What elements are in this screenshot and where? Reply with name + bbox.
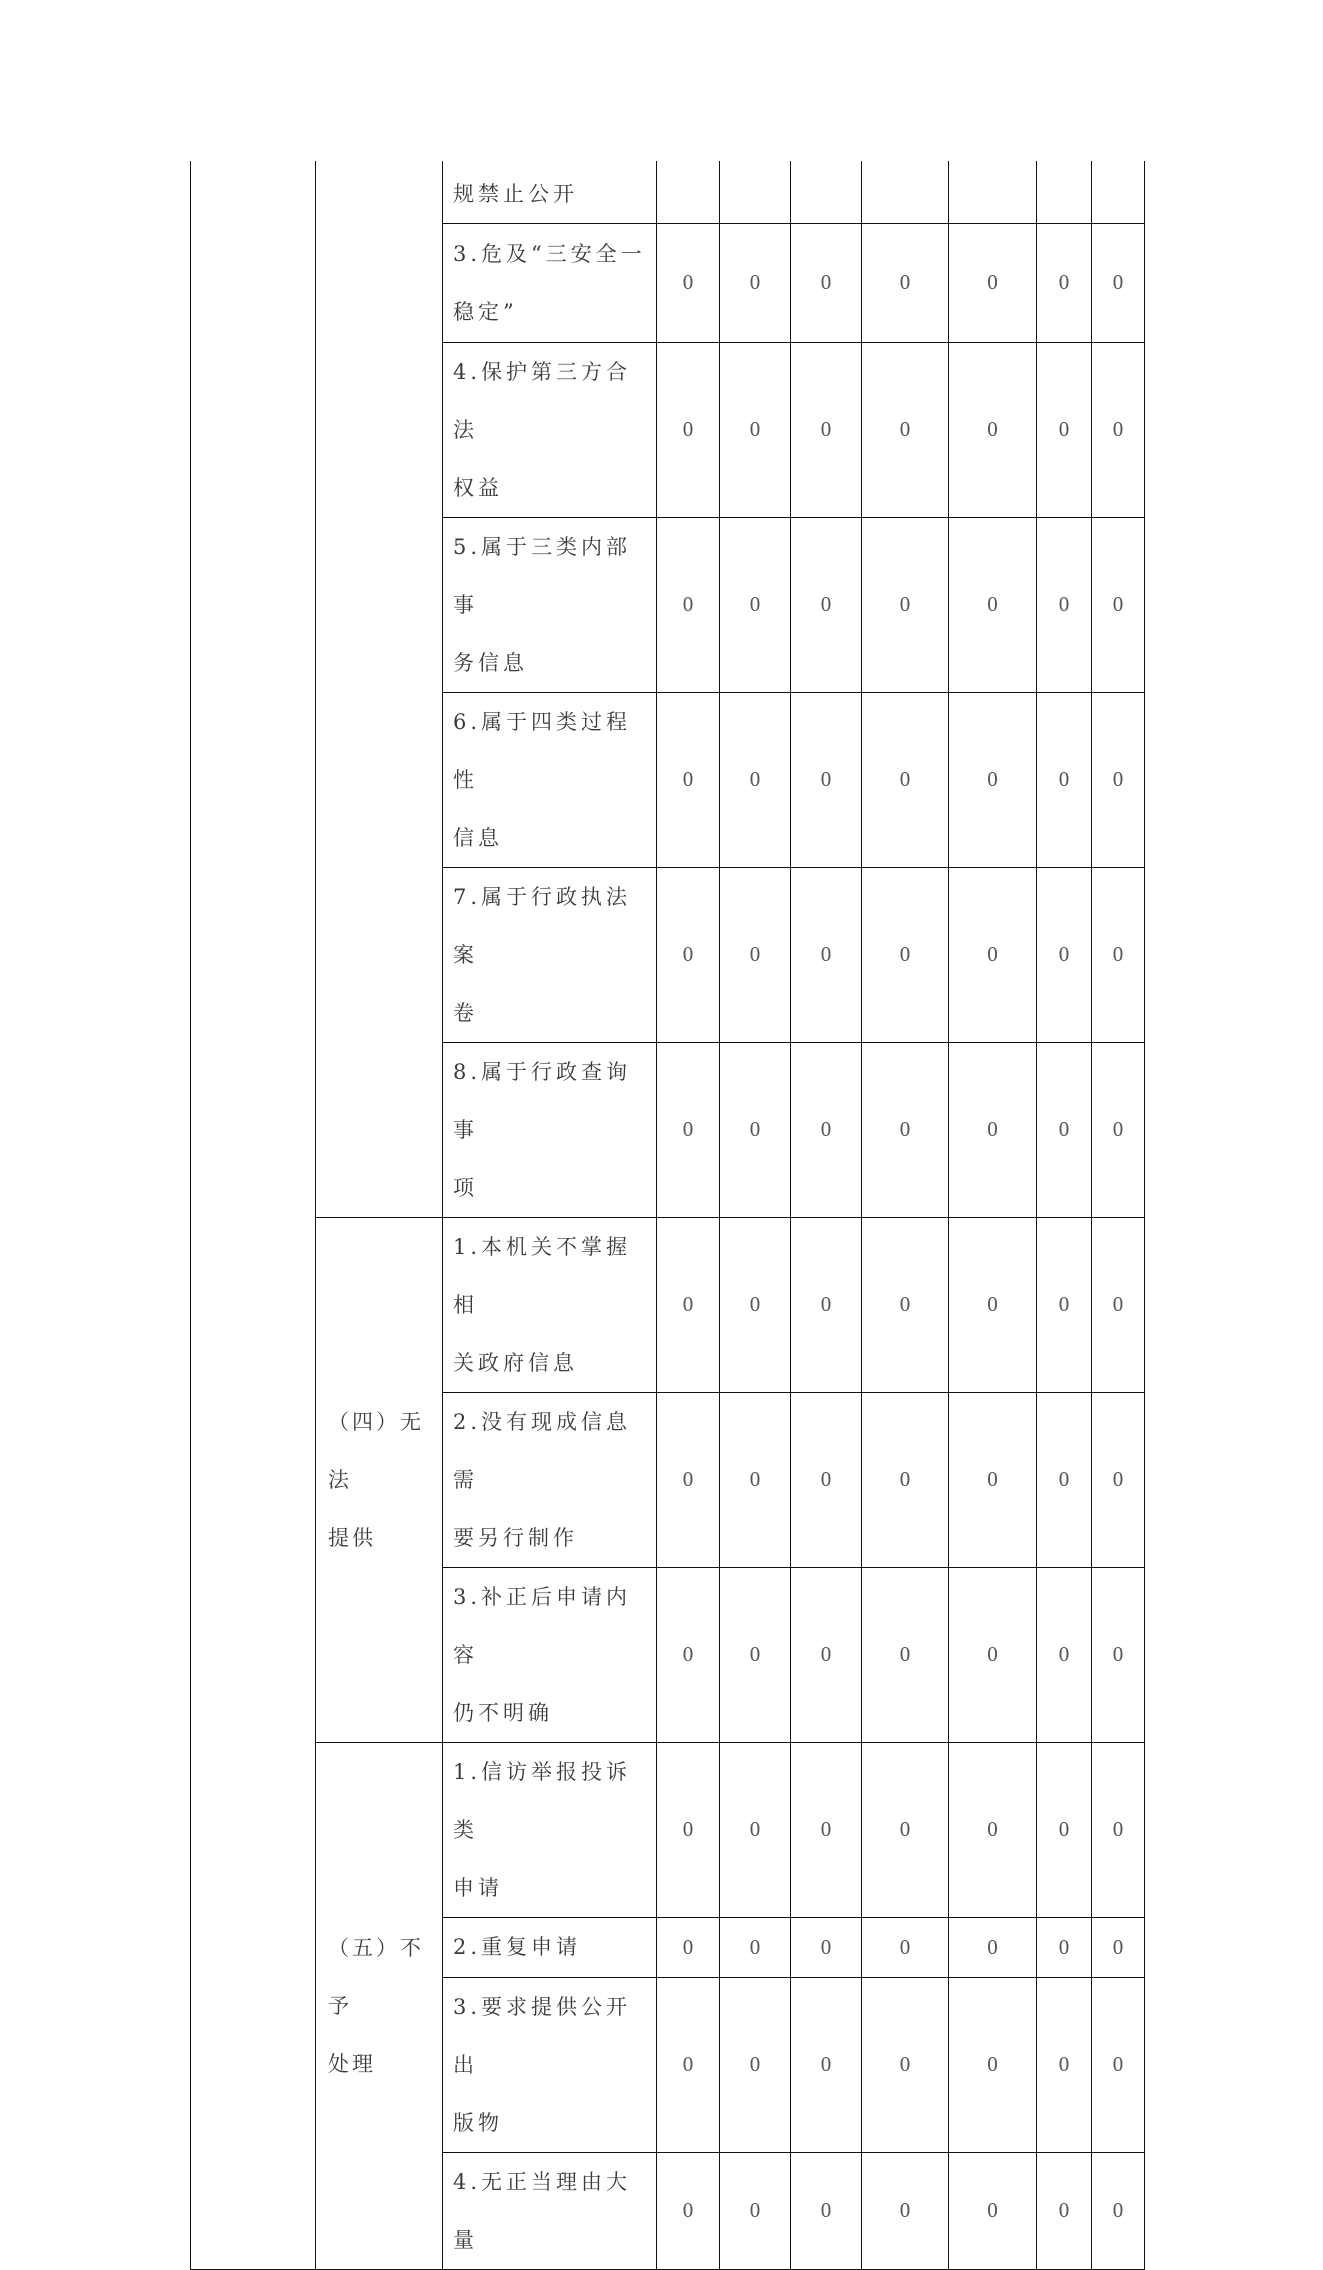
reason-cell (443, 1392, 657, 1567)
reason-cell (443, 1567, 657, 1742)
count-cell: 0 (1092, 342, 1145, 517)
count-cell: 0 (1092, 692, 1145, 867)
count-cell: 0 (720, 1392, 791, 1567)
reason-cell (443, 1742, 657, 1917)
reason-cell (443, 867, 657, 1042)
count-cell (1037, 161, 1092, 223)
count-cell: 0 (1092, 1917, 1145, 1977)
count-cell: 0 (1092, 1567, 1145, 1742)
count-cell: 0 (720, 1917, 791, 1977)
count-cell: 0 (791, 1977, 862, 2152)
reason-text-line: 要另行制作 (453, 1525, 578, 1550)
reason-text-line: 4.无正当理由大量 (453, 2169, 632, 2252)
reason-cell (443, 342, 657, 517)
count-cell: 0 (862, 692, 949, 867)
outer-category-cell (191, 161, 316, 2269)
count-cell: 0 (657, 692, 720, 867)
count-cell (720, 161, 791, 223)
reason-text-line: 仍不明确 (453, 1700, 553, 1725)
count-cell: 0 (862, 517, 949, 692)
count-cell (1092, 161, 1145, 223)
reason-cell (443, 517, 657, 692)
reason-cell (443, 1042, 657, 1217)
count-cell: 0 (1037, 1567, 1092, 1742)
count-cell: 0 (949, 517, 1037, 692)
count-cell: 0 (791, 1742, 862, 1917)
count-cell: 0 (657, 1217, 720, 1392)
reason-cell (443, 692, 657, 867)
count-cell: 0 (1092, 517, 1145, 692)
reason-text-line: 3.补正后申请内容 (453, 1584, 632, 1667)
count-cell: 0 (720, 867, 791, 1042)
count-cell: 0 (657, 2152, 720, 2269)
count-cell: 0 (791, 867, 862, 1042)
count-cell: 0 (949, 1917, 1037, 1977)
count-cell: 0 (657, 1977, 720, 2152)
count-cell: 0 (720, 1977, 791, 2152)
reason-text-line: 规禁止公开 (453, 181, 578, 206)
group-label-line: 处理 (328, 2051, 376, 2076)
count-cell: 0 (1037, 692, 1092, 867)
group-cell-continued (316, 161, 443, 1217)
count-cell: 0 (862, 342, 949, 517)
count-cell: 0 (1092, 1977, 1145, 2152)
reason-cell (443, 2152, 657, 2269)
count-cell: 0 (1037, 867, 1092, 1042)
count-cell: 0 (949, 223, 1037, 342)
count-cell: 0 (1092, 1742, 1145, 1917)
reason-text-line: 1.信访举报投诉类 (453, 1759, 632, 1842)
count-cell: 0 (862, 2152, 949, 2269)
count-cell (862, 161, 949, 223)
count-cell: 0 (949, 1217, 1037, 1392)
count-cell: 0 (720, 1217, 791, 1392)
reason-cell (443, 161, 657, 223)
table-row (191, 1742, 1145, 1917)
count-cell: 0 (657, 223, 720, 342)
count-cell: 0 (1037, 1742, 1092, 1917)
reason-text-line: 4.保护第三方合法 (453, 359, 632, 442)
count-cell: 0 (791, 517, 862, 692)
reason-cell (443, 1917, 657, 1977)
count-cell: 0 (862, 1917, 949, 1977)
count-cell: 0 (949, 867, 1037, 1042)
reason-text-line: 2.没有现成信息需 (453, 1409, 632, 1492)
count-cell: 0 (1037, 1917, 1092, 1977)
count-cell: 0 (949, 1977, 1037, 2152)
reason-cell (443, 1977, 657, 2152)
count-cell: 0 (657, 1917, 720, 1977)
count-cell: 0 (862, 223, 949, 342)
count-cell: 0 (791, 2152, 862, 2269)
count-cell: 0 (949, 1392, 1037, 1567)
group-label-line: （五）不予 (328, 1935, 424, 2018)
reason-text-line: 6.属于四类过程性 (453, 709, 632, 792)
count-cell: 0 (657, 867, 720, 1042)
count-cell: 0 (1092, 223, 1145, 342)
table-row (191, 1217, 1145, 1392)
reason-text-line: 卷 (453, 1000, 478, 1025)
count-cell: 0 (657, 1742, 720, 1917)
count-cell: 0 (791, 1042, 862, 1217)
count-cell: 0 (720, 2152, 791, 2269)
count-cell: 0 (720, 517, 791, 692)
reason-cell (443, 1217, 657, 1392)
count-cell: 0 (657, 342, 720, 517)
count-cell: 0 (791, 342, 862, 517)
count-cell: 0 (862, 1977, 949, 2152)
reason-cell (443, 223, 657, 342)
reason-text-line: 申请 (453, 1875, 503, 1900)
count-cell: 0 (720, 1742, 791, 1917)
count-cell: 0 (1092, 1042, 1145, 1217)
count-cell: 0 (949, 1567, 1037, 1742)
count-cell: 0 (1037, 342, 1092, 517)
count-cell: 0 (1037, 517, 1092, 692)
reason-text-line: 关政府信息 (453, 1350, 578, 1375)
count-cell: 0 (862, 867, 949, 1042)
count-cell (949, 161, 1037, 223)
reason-text-line: 版物 (453, 2110, 503, 2135)
group-label-line: 提供 (328, 1525, 376, 1550)
reason-text-line: 务信息 (453, 650, 528, 675)
count-cell: 0 (862, 1042, 949, 1217)
count-cell: 0 (720, 1042, 791, 1217)
reason-text-line: 稳定” (453, 299, 518, 324)
count-cell: 0 (791, 223, 862, 342)
count-cell: 0 (1092, 867, 1145, 1042)
count-cell: 0 (720, 1567, 791, 1742)
count-cell: 0 (720, 692, 791, 867)
count-cell: 0 (949, 1042, 1037, 1217)
reason-text-line: 1.本机关不掌握相 (453, 1234, 632, 1317)
reason-text-line: 项 (453, 1175, 478, 1200)
count-cell: 0 (949, 342, 1037, 517)
count-cell: 0 (657, 1567, 720, 1742)
table-row (191, 161, 1145, 223)
count-cell: 0 (949, 692, 1037, 867)
count-cell: 0 (1037, 1977, 1092, 2152)
reason-text-line: 3.危及“三安全一 (453, 241, 646, 266)
count-cell (657, 161, 720, 223)
count-cell: 0 (1037, 1217, 1092, 1392)
count-cell: 0 (791, 1917, 862, 1977)
group-not-process-cell (316, 1742, 443, 2269)
count-cell: 0 (862, 1217, 949, 1392)
count-cell: 0 (657, 1392, 720, 1567)
count-cell (791, 161, 862, 223)
disclosure-stats-table (190, 161, 1145, 2270)
count-cell: 0 (791, 1392, 862, 1567)
count-cell: 0 (1037, 2152, 1092, 2269)
count-cell: 0 (949, 1742, 1037, 1917)
count-cell: 0 (1092, 1217, 1145, 1392)
count-cell: 0 (657, 517, 720, 692)
count-cell: 0 (791, 1567, 862, 1742)
count-cell: 0 (862, 1392, 949, 1567)
reason-text-line: 5.属于三类内部事 (453, 534, 632, 617)
count-cell: 0 (1037, 223, 1092, 342)
reason-text-line: 7.属于行政执法案 (453, 884, 632, 967)
reason-text-line: 2.重复申请 (453, 1935, 582, 1959)
count-cell: 0 (862, 1742, 949, 1917)
group-label-line: （四）无法 (328, 1409, 424, 1492)
reason-text-line: 信息 (453, 825, 503, 850)
reason-text-line: 权益 (453, 475, 503, 500)
count-cell: 0 (720, 342, 791, 517)
count-cell: 0 (657, 1042, 720, 1217)
count-cell: 0 (1037, 1392, 1092, 1567)
count-cell: 0 (720, 223, 791, 342)
count-cell: 0 (1092, 1392, 1145, 1567)
count-cell: 0 (1037, 1042, 1092, 1217)
group-cannot-provide-cell (316, 1217, 443, 1742)
reason-text-line: 8.属于行政查询事 (453, 1059, 632, 1142)
count-cell: 0 (1092, 2152, 1145, 2269)
count-cell: 0 (791, 1217, 862, 1392)
reason-text-line: 3.要求提供公开出 (453, 1994, 632, 2077)
count-cell: 0 (791, 692, 862, 867)
count-cell: 0 (949, 2152, 1037, 2269)
count-cell: 0 (862, 1567, 949, 1742)
